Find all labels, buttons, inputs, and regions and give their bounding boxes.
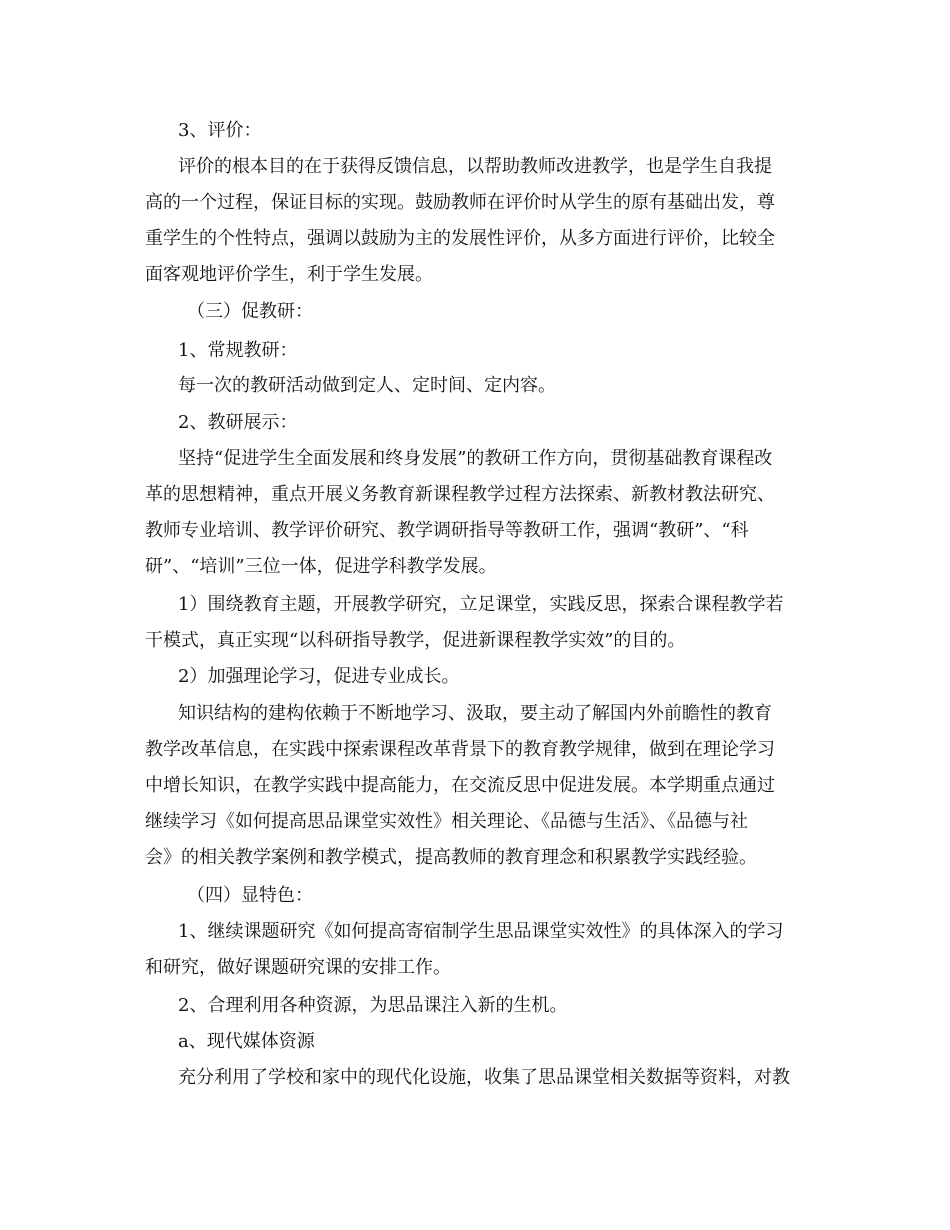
text-line: 每一次的教研活动做到定人、定时间、定内容。: [178, 375, 556, 396]
text-line: 面客观地评价学生，利于学生发展。: [145, 264, 433, 285]
section-heading: （三）促教研：: [187, 301, 313, 322]
text-line: 1）围绕教育主题，开展教学研究，立足课堂，实践反思，探索合课程教学若: [178, 594, 784, 615]
text-line: 重学生的个性特点，强调以鼓励为主的发展性评价，从多方面进行评价，比较全: [145, 228, 775, 249]
text-line: 革的思想精神，重点开展义务教育新课程教学过程方法探索、新教材教法研究、: [145, 484, 775, 505]
text-line: 知识结构的建构依赖于不断地学习、汲取，要主动了解国内外前瞻性的教育: [178, 703, 772, 724]
text-line: 2、教研展示：: [178, 412, 298, 433]
section-heading: （四）显特色：: [187, 885, 313, 906]
text-line: 和研究，做好课题研究课的安排工作。: [145, 957, 451, 978]
text-line: 教师专业培训、教学评价研究、教学调研指导等教研工作，强调“教研”、“科: [145, 520, 749, 541]
text-line: 高的一个过程，保证目标的实现。鼓励教师在评价时从学生的原有基础出发，尊: [145, 192, 775, 213]
text-line: 2）加强理论学习，促进专业成长。: [178, 666, 460, 687]
text-line: 2、合理利用各种资源，为思品课注入新的生机。: [178, 995, 568, 1016]
text-line: 中增长知识，在教学实践中提高能力，在交流反思中促进发展。本学期重点通过: [145, 775, 775, 796]
text-line: 干模式，真正实现“以科研指导教学，促进新课程教学实效”的目的。: [145, 630, 686, 651]
text-line: 会》的相关教学案例和教学模式，提高教师的教育理念和积累教学实践经验。: [145, 847, 757, 868]
text-line: a、现代媒体资源: [178, 1031, 315, 1052]
text-line: 评价的根本目的在于获得反馈信息，以帮助教师改进教学，也是学生自我提: [178, 156, 772, 177]
text-line: 1、常规教研：: [178, 340, 298, 361]
text-line: 教学改革信息，在实践中探索课程改革背景下的教育教学规律，做到在理论学习: [145, 739, 775, 760]
text-line: 坚持“促进学生全面发展和终身发展”的教研工作方向，贯彻基础教育课程改: [178, 448, 773, 469]
text-line: 充分利用了学校和家中的现代化设施，收集了思品课堂相关数据等资料，对教: [178, 1067, 790, 1088]
text-line: 1、继续课题研究《如何提高寄宿制学生思品课堂实效性》的具体深入的学习: [178, 921, 784, 942]
text-line: 继续学习《如何提高思品课堂实效性》相关理论、《品德与生活》、《品德与社: [145, 811, 748, 832]
text-line: 3、评价：: [178, 120, 262, 141]
text-line: 研”、“培训”三位一体，促进学科教学发展。: [145, 556, 497, 577]
